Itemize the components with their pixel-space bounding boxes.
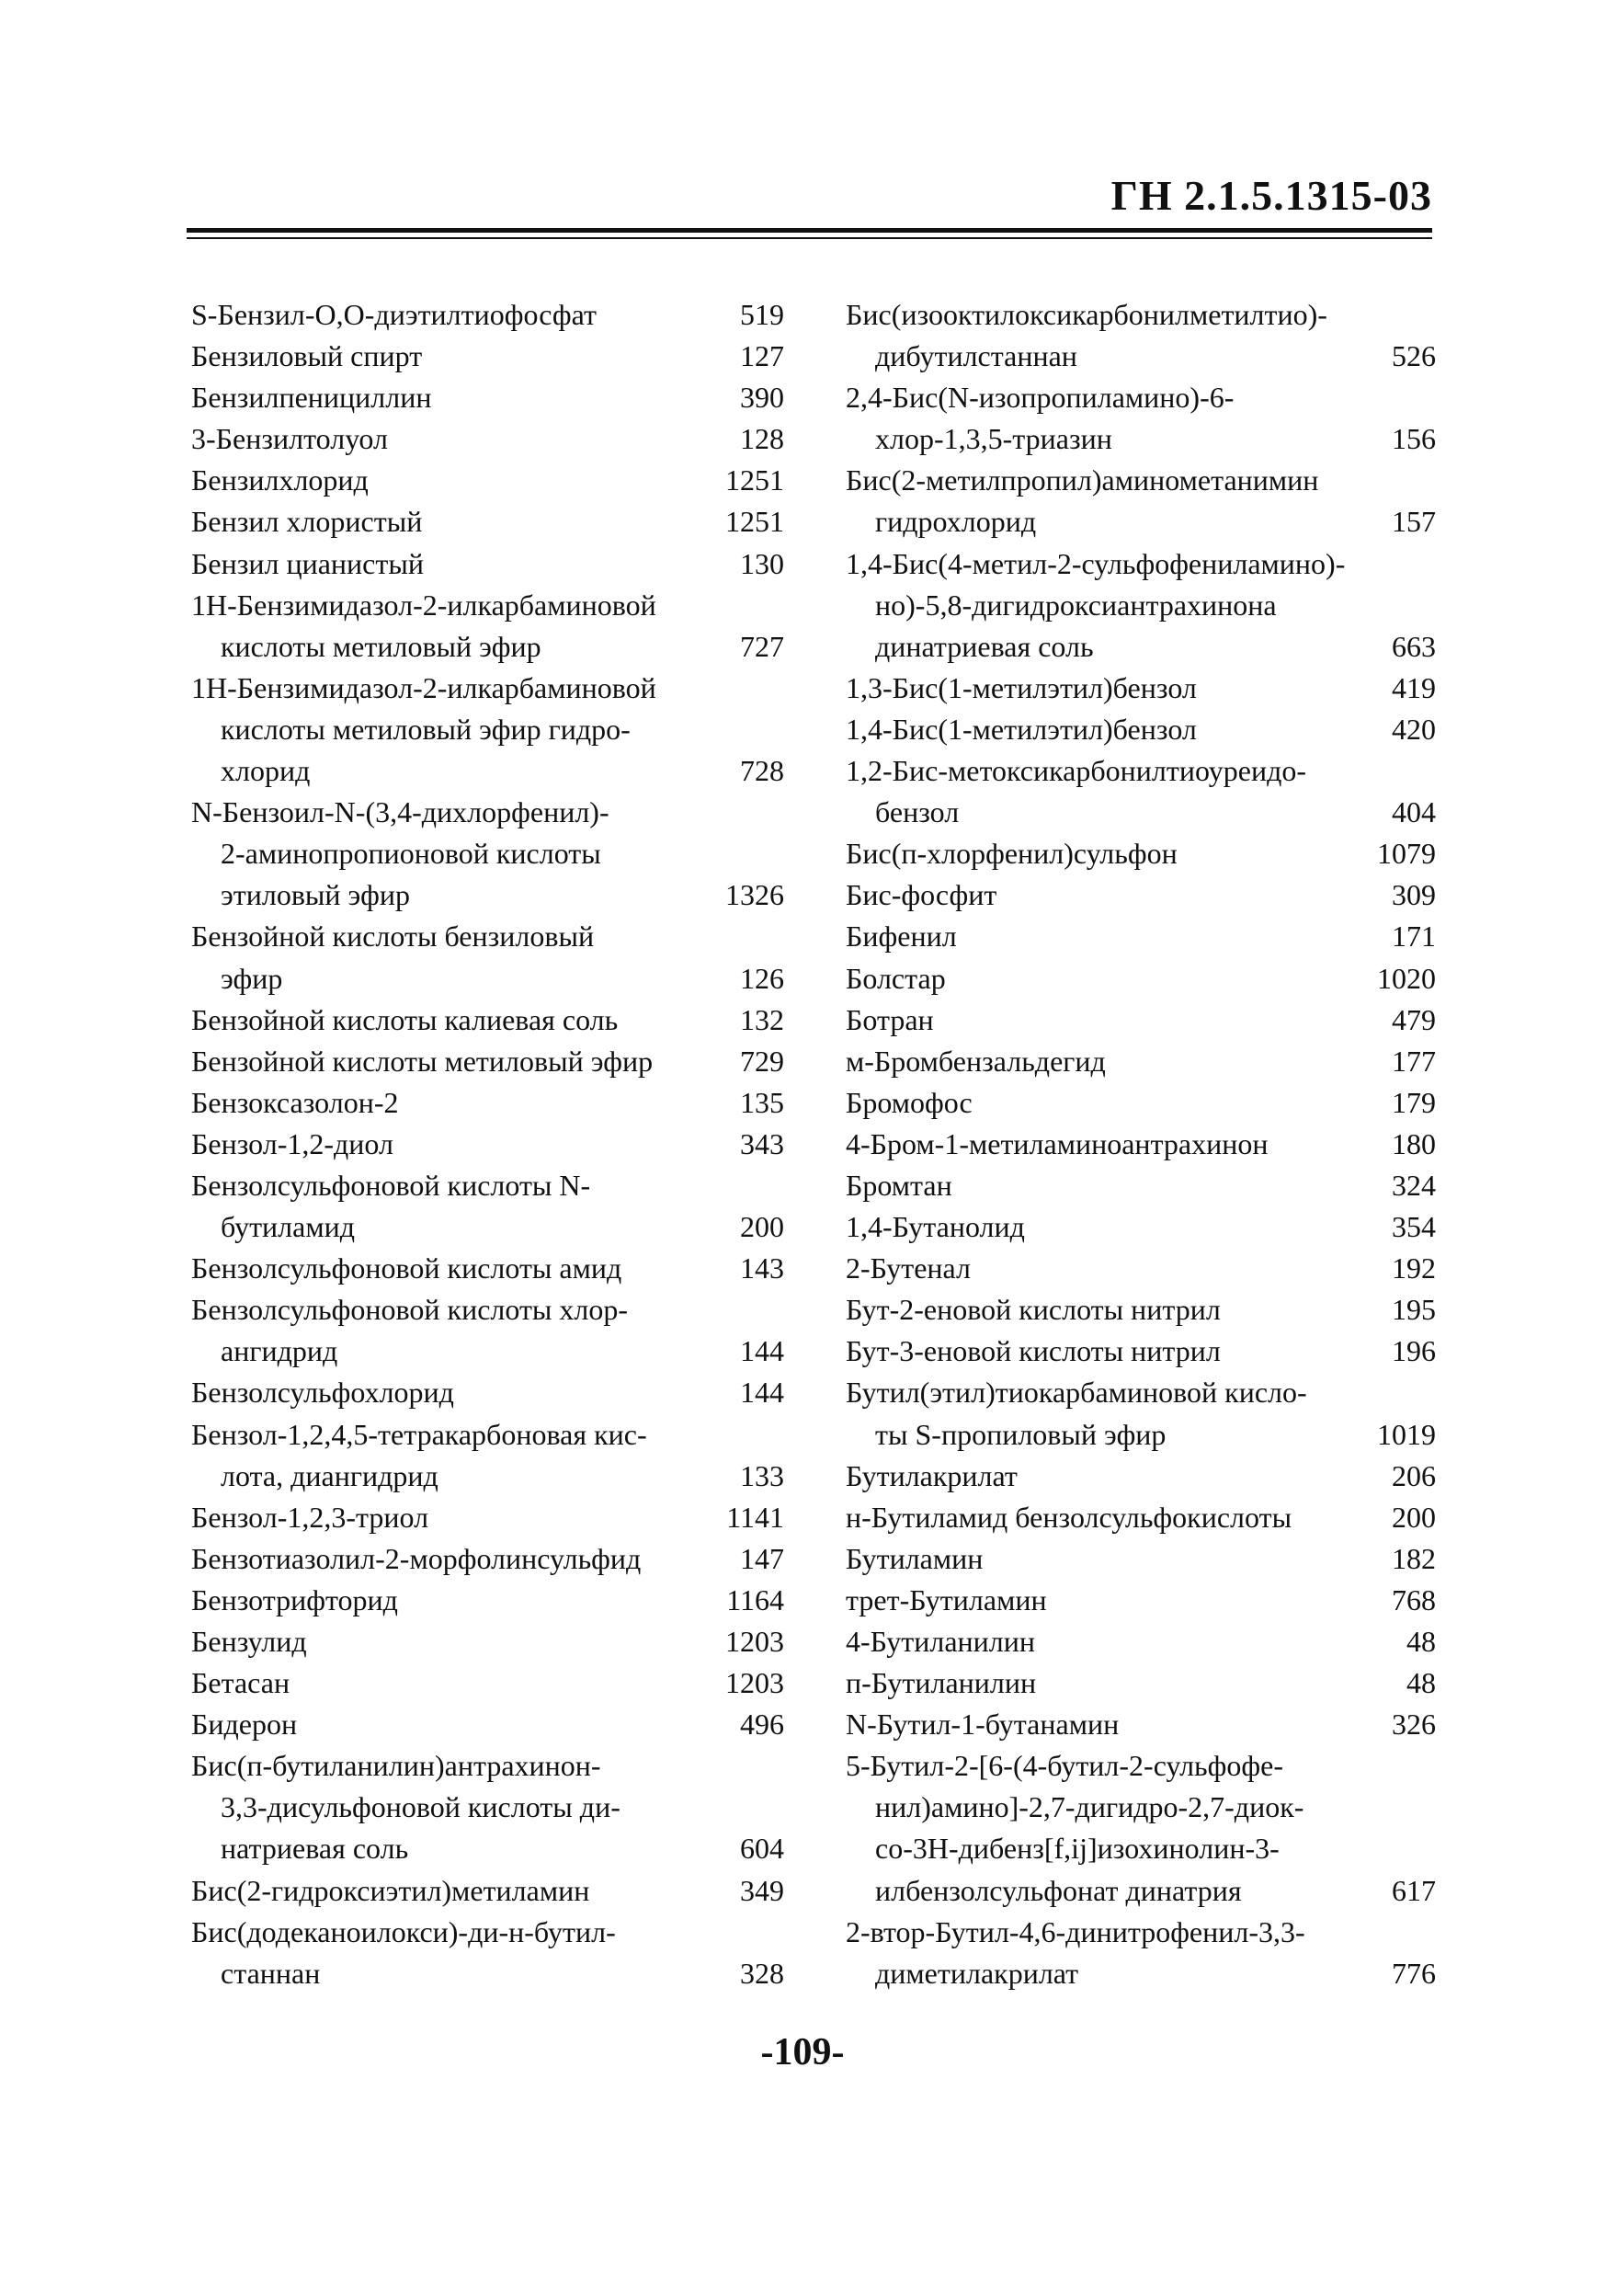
- entry-page-number: 127: [740, 339, 784, 373]
- entry-page-number: 479: [1392, 1002, 1436, 1036]
- entry-page-number: 143: [740, 1251, 784, 1285]
- index-entry: [191, 377, 784, 418]
- entry-term-line: 3-Бензилтолуол: [191, 422, 388, 456]
- entry-term-line: Бут-2-еновой кислоты нитрил: [846, 1293, 1221, 1327]
- entry-term-line: Бис(п-хлорфенил)сульфон: [846, 837, 1178, 871]
- index-entry: [191, 1704, 784, 1745]
- entry-page-number: 420: [1392, 712, 1436, 746]
- entry-page-number: 200: [740, 1210, 784, 1244]
- entry-page-number: 1019: [1377, 1417, 1436, 1451]
- index-entry: [191, 1497, 784, 1538]
- entry-term-line: Бис(2-гидроксиэтил)метиламин: [191, 1873, 590, 1907]
- entry-term-line: Бис(додеканоилокси)-ди-н-бутил-: [191, 1914, 616, 1948]
- entry-term-line: натриевая соль: [221, 1832, 409, 1866]
- entry-page-number: 1251: [725, 463, 784, 497]
- index-entry: [191, 460, 784, 501]
- index-entry: [191, 1870, 784, 1912]
- index-entry: [846, 1372, 1436, 1455]
- entry-term-line: Бетасан: [191, 1666, 290, 1700]
- entry-term-line: 5-Бутил-2-[6-(4-бутил-2-сульфофе-: [846, 1749, 1283, 1783]
- entry-term-line: 1,3-Бис(1-метилэтил)бензол: [846, 670, 1197, 704]
- entry-term-line: этиловый эфир: [221, 878, 410, 912]
- entry-term-line: Бензилпенициллин: [191, 381, 432, 415]
- entry-term-line: Ботран: [846, 1002, 934, 1036]
- index-entry: [846, 874, 1436, 916]
- entry-term-line: 4-Бутиланилин: [846, 1625, 1035, 1658]
- index-entry: [191, 792, 784, 916]
- index-entry: [846, 1538, 1436, 1580]
- index-entry: [846, 1745, 1436, 1911]
- index-entry: [191, 1580, 784, 1621]
- entry-term-line: Бензулид: [191, 1625, 307, 1658]
- entry-term-line: N-Бутил-1-бутанамин: [846, 1708, 1120, 1742]
- entry-term-line: 4-Бром-1-метиламиноантрахинон: [846, 1126, 1269, 1160]
- entry-page-number: 604: [740, 1832, 784, 1866]
- index-entry: [191, 1289, 784, 1372]
- entry-term-line: Бензил цианистый: [191, 546, 424, 580]
- entry-term-line: диметилакрилат: [875, 1956, 1079, 1990]
- entry-term-line: Бут-3-еновой кислоты нитрил: [846, 1334, 1221, 1368]
- entry-page-number: 171: [1392, 920, 1436, 954]
- entry-term-line: Бис-фосфит: [846, 878, 997, 912]
- entry-page-number: 180: [1392, 1126, 1436, 1160]
- entry-term-line: Бензойной кислоты бензиловый: [191, 920, 595, 954]
- entry-term-line: Бифенил: [846, 920, 957, 954]
- index-entry: [846, 958, 1436, 1000]
- entry-term-line: 2-Бутенал: [846, 1251, 971, 1285]
- entry-term-line: Бис(изооктилоксикарбонилметилтио)-: [846, 298, 1327, 331]
- entry-page-number: 309: [1392, 878, 1436, 912]
- index-entry: [846, 1456, 1436, 1497]
- entry-page-number: 156: [1392, 422, 1436, 456]
- index-entry: [846, 1662, 1436, 1704]
- entry-term-line: 1,2-Бис-метоксикарбонилтиоуреидо-: [846, 754, 1307, 788]
- index-entry: [846, 1289, 1436, 1331]
- entry-term-line: м-Бромбензальдегид: [846, 1044, 1106, 1078]
- entry-term-line: 1,4-Бис(1-метилэтил)бензол: [846, 712, 1197, 746]
- entry-page-number: 526: [1392, 339, 1436, 373]
- index-entry: [846, 1497, 1436, 1538]
- index-entry: [191, 1662, 784, 1704]
- index-entry: [846, 1621, 1436, 1662]
- index-entry: [846, 1248, 1436, 1289]
- index-entry: [191, 1745, 784, 1869]
- entry-term-line: Бензолсульфоновой кислоты хлор-: [191, 1293, 629, 1327]
- page-number: -109-: [760, 2031, 845, 2073]
- entry-term-line: 3,3-дисульфоновой кислоты ди-: [221, 1790, 620, 1824]
- entry-term-line: 1,4-Бутанолид: [846, 1210, 1025, 1244]
- entry-page-number: 157: [1392, 505, 1436, 539]
- entry-term-line: трет-Бутиламин: [846, 1582, 1047, 1616]
- entry-term-line: 1,4-Бис(4-метил-2-сульфофениламино)-: [846, 546, 1346, 580]
- entry-page-number: 130: [740, 546, 784, 580]
- entry-term-line: хлорид: [221, 754, 311, 788]
- entry-term-line: Бензойной кислоты калиевая соль: [191, 1002, 619, 1036]
- entry-term-line: Бутиламин: [846, 1541, 984, 1575]
- entry-term-line: Бензоксазолон-2: [191, 1085, 399, 1119]
- entry-term-line: Бензол-1,2,4,5-тетракарбоновая кис-: [191, 1417, 647, 1451]
- entry-term-line: Бензол-1,2,3-триол: [191, 1500, 429, 1534]
- entry-term-line: дибутилстаннан: [875, 339, 1077, 373]
- entry-term-line: н-Бутиламид бензолсульфокислоты: [846, 1500, 1292, 1534]
- index-entry: [191, 1912, 784, 1994]
- index-entry: [191, 543, 784, 585]
- index-entry: [191, 668, 784, 792]
- entry-term-line: со-3Н-дибенз[f,ij]изохинолин-3-: [875, 1832, 1280, 1866]
- header-rule-thin: [187, 237, 1432, 239]
- entry-page-number: 1020: [1377, 961, 1436, 995]
- index-entry: [191, 1165, 784, 1248]
- entry-term-line: Бензилхлорид: [191, 463, 369, 497]
- index-entry: [191, 294, 784, 336]
- entry-term-line: нил)амино]-2,7-дигидро-2,7-диок-: [875, 1790, 1304, 1824]
- entry-page-number: 48: [1406, 1625, 1436, 1658]
- entry-term-line: эфир: [221, 961, 283, 995]
- index-entry: [191, 1041, 784, 1082]
- entry-term-line: Бромтан: [846, 1168, 952, 1202]
- entry-page-number: 195: [1392, 1293, 1436, 1327]
- index-entry: [191, 1124, 784, 1165]
- entry-term-line: Бензолсульфохлорид: [191, 1376, 454, 1410]
- index-entry: [191, 916, 784, 999]
- index-entry: [191, 1621, 784, 1662]
- entry-term-line: Бензотиазолил-2-морфолинсульфид: [191, 1541, 642, 1575]
- entry-page-number: 324: [1392, 1168, 1436, 1202]
- header-rule: [187, 228, 1432, 233]
- entry-page-number: 48: [1406, 1666, 1436, 1700]
- entry-term-line: 2,4-Бис(N-изопропиламино)-6-: [846, 381, 1235, 415]
- entry-term-line: бутиламид: [221, 1210, 355, 1244]
- entry-term-line: Бензил хлористый: [191, 505, 423, 539]
- index-entry: [846, 1331, 1436, 1372]
- index-entry: [846, 750, 1436, 833]
- index-entry: [846, 1041, 1436, 1082]
- index-entry: [846, 1580, 1436, 1621]
- entry-page-number: 729: [740, 1044, 784, 1078]
- entry-page-number: 519: [740, 298, 784, 331]
- entry-page-number: 126: [740, 961, 784, 995]
- index-entry: [846, 1124, 1436, 1165]
- entry-term-line: ты S-пропиловый эфир: [875, 1417, 1167, 1451]
- entry-term-line: N-Бензоил-N-(3,4-дихлорфенил)-: [191, 795, 609, 829]
- entry-term-line: хлор-1,3,5-триазин: [875, 422, 1112, 456]
- entry-term-line: Бензолсульфоновой кислоты амид: [191, 1251, 622, 1285]
- entry-term-line: Бензойной кислоты метиловый эфир: [191, 1044, 654, 1078]
- index-entry: [846, 1704, 1436, 1745]
- index-entry: [191, 1414, 784, 1497]
- entry-term-line: Бутилакрилат: [846, 1458, 1018, 1492]
- entry-term-line: Бензотрифторид: [191, 1582, 398, 1616]
- index-column-left: [191, 294, 784, 1994]
- entry-page-number: 1326: [725, 878, 784, 912]
- entry-page-number: 1164: [726, 1582, 784, 1616]
- entry-term-line: 2-аминопропионовой кислоты: [221, 837, 601, 871]
- entry-page-number: 328: [740, 1956, 784, 1990]
- entry-page-number: 177: [1392, 1044, 1436, 1078]
- entry-page-number: 1203: [725, 1625, 784, 1658]
- entry-page-number: 182: [1392, 1541, 1436, 1575]
- entry-page-number: 326: [1392, 1708, 1436, 1742]
- entry-term-line: но)-5,8-дигидроксиантрахинона: [875, 588, 1277, 622]
- entry-page-number: 1251: [725, 505, 784, 539]
- entry-term-line: динатриевая соль: [875, 629, 1094, 663]
- entry-term-line: 2-втор-Бутил-4,6-динитрофенил-3,3-: [846, 1914, 1305, 1948]
- index-entry: [846, 709, 1436, 750]
- index-entry: [846, 1206, 1436, 1248]
- document-code: ГН 2.1.5.1315-03: [1110, 172, 1432, 219]
- index-entry: [846, 460, 1436, 543]
- entry-page-number: 1203: [725, 1666, 784, 1700]
- entry-term-line: ангидрид: [221, 1334, 338, 1368]
- entry-page-number: 133: [740, 1458, 784, 1492]
- entry-page-number: 192: [1392, 1251, 1436, 1285]
- entry-page-number: 343: [740, 1126, 784, 1160]
- index-entry: [846, 1082, 1436, 1124]
- index-entry: [191, 1538, 784, 1580]
- entry-page-number: 144: [740, 1334, 784, 1368]
- entry-page-number: 496: [740, 1708, 784, 1742]
- entry-term-line: кислоты метиловый эфир гидро-: [221, 712, 631, 746]
- entry-page-number: 1079: [1377, 837, 1436, 871]
- entry-term-line: Бис(2-метилпропил)аминометанимин: [846, 463, 1319, 497]
- entry-page-number: 147: [740, 1541, 784, 1575]
- entry-term-line: Бутил(этил)тиокарбаминовой кисло-: [846, 1376, 1307, 1410]
- entry-page-number: 132: [740, 1002, 784, 1036]
- index-entry: [191, 1248, 784, 1289]
- entry-page-number: 135: [740, 1085, 784, 1119]
- entry-term-line: Бензолсульфоновой кислоты N-: [191, 1168, 591, 1202]
- entry-page-number: 354: [1392, 1210, 1436, 1244]
- entry-page-number: 196: [1392, 1334, 1436, 1368]
- index-entry: [846, 294, 1436, 377]
- entry-term-line: станнан: [221, 1956, 321, 1990]
- entry-page-number: 663: [1392, 629, 1436, 663]
- entry-page-number: 617: [1392, 1873, 1436, 1907]
- index-entry: [191, 1000, 784, 1041]
- entry-page-number: 390: [740, 381, 784, 415]
- entry-page-number: 728: [740, 754, 784, 788]
- entry-term-line: Бис(п-бутиланилин)антрахинон-: [191, 1749, 601, 1783]
- entry-page-number: 349: [740, 1873, 784, 1907]
- entry-term-line: Бромофос: [846, 1085, 973, 1119]
- entry-term-line: Болстар: [846, 961, 946, 995]
- entry-term-line: п-Бутиланилин: [846, 1666, 1037, 1700]
- entry-term-line: Бензиловый спирт: [191, 339, 423, 373]
- index-entry: [846, 916, 1436, 957]
- entry-page-number: 404: [1392, 795, 1436, 829]
- index-entry: [846, 1912, 1436, 1994]
- entry-page-number: 200: [1392, 1500, 1436, 1534]
- entry-page-number: 206: [1392, 1458, 1436, 1492]
- index-entry: [191, 1082, 784, 1124]
- entry-page-number: 128: [740, 422, 784, 456]
- index-entry: [191, 585, 784, 668]
- index-entry: [191, 501, 784, 543]
- entry-page-number: 179: [1392, 1085, 1436, 1119]
- index-entry: [846, 543, 1436, 668]
- entry-term-line: илбензолсульфонат динатрия: [875, 1873, 1242, 1907]
- entry-term-line: гидрохлорид: [875, 505, 1037, 539]
- entry-page-number: 1141: [726, 1500, 784, 1534]
- index-entry: [191, 418, 784, 460]
- entry-page-number: 776: [1392, 1956, 1436, 1990]
- entry-term-line: бензол: [875, 795, 960, 829]
- entry-page-number: 144: [740, 1376, 784, 1410]
- index-entry: [846, 1165, 1436, 1206]
- entry-page-number: 727: [740, 629, 784, 663]
- entry-term-line: S-Бензил-О,О-диэтилтиофосфат: [191, 298, 597, 331]
- index-column-right: [846, 294, 1436, 1994]
- index-entry: [191, 1372, 784, 1413]
- index-entry: [846, 377, 1436, 460]
- entry-page-number: 768: [1392, 1582, 1436, 1616]
- entry-term-line: 1Н-Бензимидазол-2-илкарбаминовой: [191, 670, 656, 704]
- index-entry: [846, 833, 1436, 874]
- index-entry: [191, 336, 784, 377]
- entry-term-line: Бидерон: [191, 1708, 298, 1742]
- entry-term-line: Бензол-1,2-диол: [191, 1126, 393, 1160]
- entry-page-number: 419: [1392, 670, 1436, 704]
- index-entry: [846, 1000, 1436, 1041]
- entry-term-line: кислоты метиловый эфир: [221, 629, 541, 663]
- entry-term-line: лота, диангидрид: [221, 1458, 438, 1492]
- index-entry: [846, 668, 1436, 709]
- entry-term-line: 1Н-Бензимидазол-2-илкарбаминовой: [191, 588, 656, 622]
